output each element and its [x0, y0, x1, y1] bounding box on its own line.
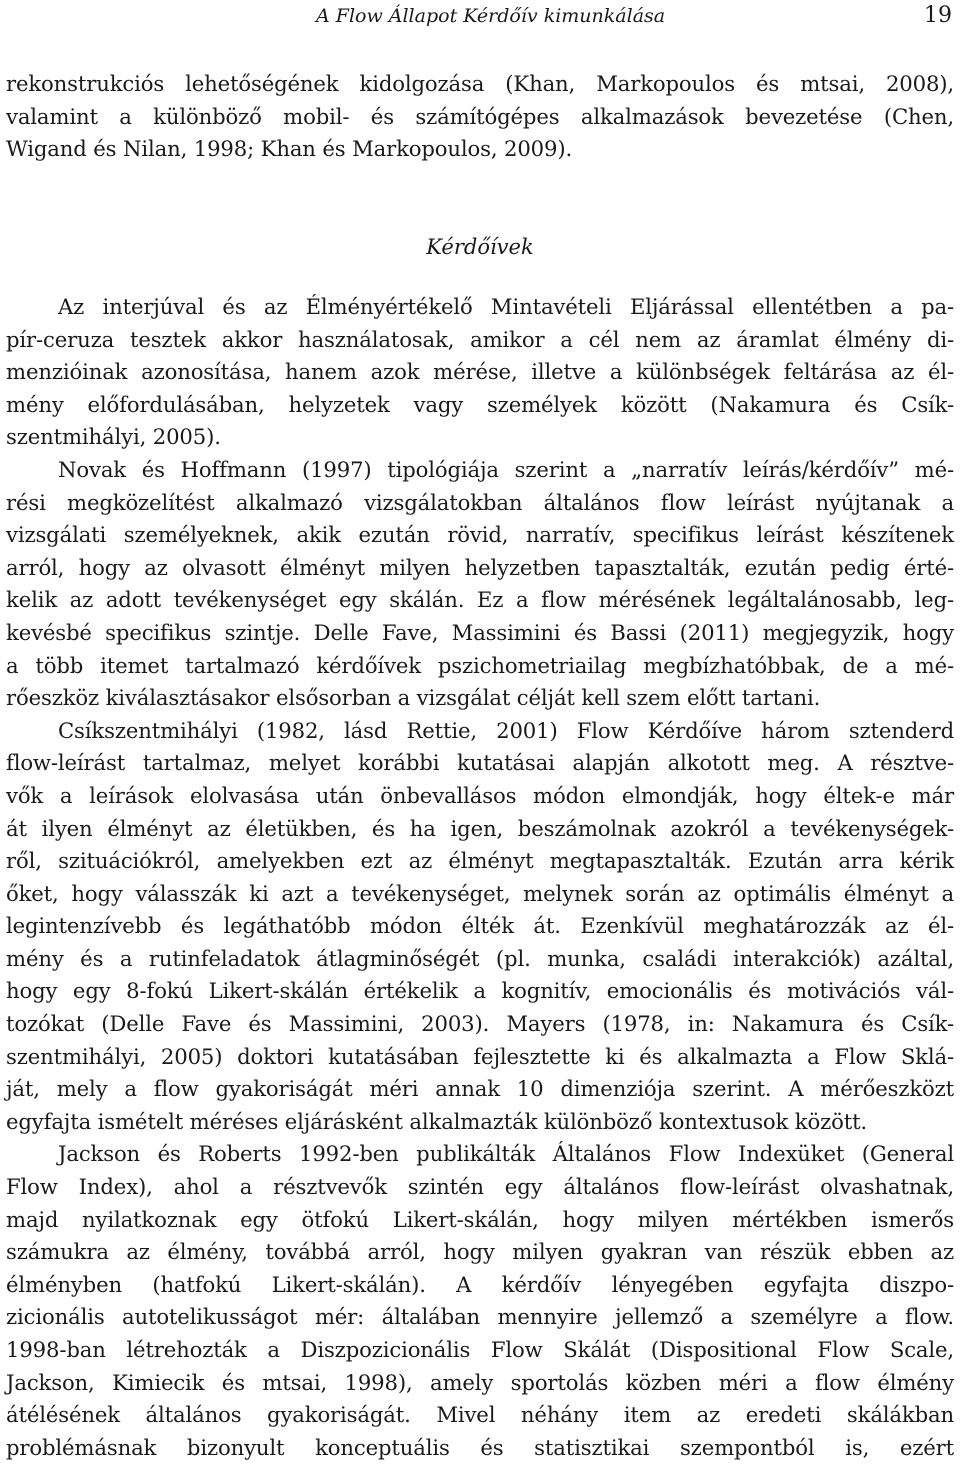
page-number: 19	[924, 3, 952, 28]
text-line: kevésbé specifikus szintje. Delle Fave, Massimini és Bassi (2011) megjegyzik, hogy	[6, 619, 954, 645]
text-line: tozókat (Delle Fave és Massimini, 2003). Mayers (1978, in: Nakamura és Csík-	[6, 1011, 954, 1037]
text-line: Novak és Hoffmann (1997) tipológiája szerint a „narratív leírás/kérdőív” mé-	[58, 456, 954, 482]
text-line: Jackson és Roberts 1992-ben publikálták Általános Flow Indexüket (General	[58, 1141, 954, 1167]
running-title: A Flow Állapot Kérdőív kimunkálása	[316, 5, 666, 27]
text-line: a több itemet tartalmazó kérdőívek pszichometriailag megbízhatóbbak, de a mé-	[6, 652, 954, 678]
text-line: hogy egy 8-fokú Likert-skálán értékelik a kognitív, emocionális és motivációs vál-	[6, 978, 954, 1004]
text-line: őket, hogy válasszák ki azt a tevékenységet, melynek során az optimális élményt a	[6, 880, 954, 906]
text-line: mény és a rutinfeladatok átlagminőségét (pl. munka, családi interakciók) azáltal,	[6, 945, 954, 971]
text-line: vők a leírások elolvasása után önbevallásos módon elmondják, hogy éltek-e már	[6, 782, 954, 808]
text-line: Wigand és Nilan, 1998; Khan és Markopoulos, 2009).	[6, 136, 573, 162]
text-line: Flow Index), ahol a résztvevők szintén egy általános flow-leírást olvashatnak,	[6, 1174, 954, 1200]
text-line: pír-ceruza tesztek akkor használatosak, amikor a cél nem az áramlat élmény di-	[6, 326, 954, 352]
text-line: zicionális autotelikusságot mér: általában mennyire jellemző a személyre a flow.	[6, 1304, 954, 1330]
text-line: rőeszköz kiválasztásakor elsősorban a vizsgálat célját kell szem előtt tartani.	[6, 685, 821, 711]
text-line: át ilyen élményt az életükben, és ha igen, beszámolnak azokról a tevékenységek-	[6, 815, 954, 841]
text-line: flow-leírást tartalmaz, melyet korábbi kutatásai alapján alkotott meg. A résztve-	[6, 750, 954, 776]
body-text	[6, 291, 954, 1464]
text-line: legintenzívebb és legáthatóbb módon élték át. Ezenkívül meghatározzák az él-	[6, 913, 954, 939]
intro-paragraph	[6, 68, 954, 166]
text-line: Jackson, Kimiecik és mtsai, 1998), amely sportolás közben méri a flow élmény	[6, 1369, 954, 1395]
text-line: valamint a különböző mobil- és számítógépes alkalmazások bevezetése (Chen,	[6, 103, 954, 129]
text-line: rési megközelítést alkalmazó vizsgálatokban általános flow leírást nyújtanak a	[6, 489, 954, 515]
text-line: kelik az adott tevékenységet egy skálán. Ez a flow mérésének legáltalánosabb, leg-	[6, 587, 954, 613]
page-header	[0, 2, 960, 32]
text-line: problémásnak bizonyult konceptuális és statisztikai szempontból is, ezért	[6, 1434, 954, 1460]
text-line: 1998-ban létrehozták a Diszpozicionális Flow Skálát (Dispositional Flow Scale,	[6, 1337, 954, 1362]
section-heading: Kérdőívek	[426, 235, 534, 259]
text-line: rekonstrukciós lehetőségének kidolgozása (Khan, Markopoulos és mtsai, 2008),	[6, 71, 954, 96]
text-line: szentmihályi, 2005) doktori kutatásában fejlesztette ki és alkalmazta a Flow Sklá-	[6, 1043, 954, 1069]
text-line: Csíkszentmihályi (1982, lásd Rettie, 2001) Flow Kérdőíve három sztenderd	[58, 717, 954, 743]
text-line: egyfajta ismételt méréses eljárásként alkalmazták különböző kontextusok között.	[6, 1108, 868, 1134]
text-line: szentmihályi, 2005).	[6, 424, 221, 450]
text-line: ről, szituációkról, amelyekben ezt az élményt megtapasztalták. Ezután arra kérik	[6, 848, 954, 874]
text-line: ját, mely a flow gyakoriságát méri annak 10 dimenziója szerint. A mérőeszközt	[6, 1076, 954, 1102]
text-line: arról, hogy az olvasott élményt milyen helyzetben tapasztalták, ezután pedig érté-	[6, 554, 954, 580]
text-line: vizsgálati személyeknek, akik ezután rövid, narratív, specifikus leírást készítenek	[6, 522, 954, 548]
text-line: Az interjúval és az Élményértékelő Mintavételi Eljárással ellentétben a pa-	[58, 294, 954, 319]
text-line: mény előfordulásában, helyzetek vagy személyek között (Nakamura és Csík-	[6, 391, 954, 417]
text-line: élményben (hatfokú Likert-skálán). A kérdőív lényegében egyfajta diszpo-	[6, 1271, 954, 1297]
text-line: átélésének általános gyakoriságát. Mivel néhány item az eredeti skálákban	[6, 1402, 954, 1428]
text-line: számukra az élmény, továbbá arról, hogy milyen gyakran van részük ebben az	[6, 1239, 954, 1265]
text-line: menzióinak azonosítása, hanem azok mérése, illetve a különbségek feltárása az él-	[6, 359, 954, 385]
text-line: majd nyilatkoznak egy ötfokú Likert-skálán, hogy milyen mértékben ismerős	[6, 1206, 954, 1232]
